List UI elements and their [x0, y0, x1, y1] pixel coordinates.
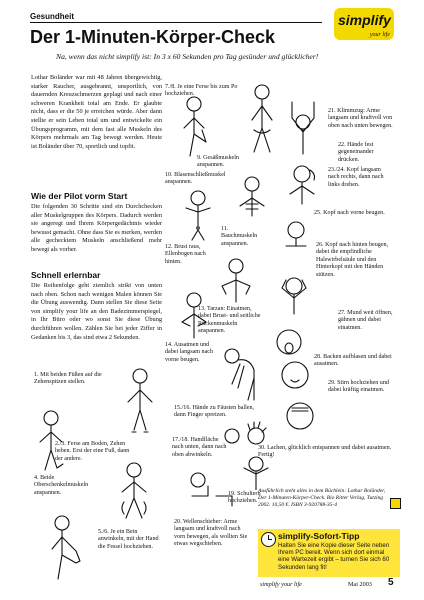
tip-box [258, 529, 400, 577]
intro-text: Lothar Boländer war mit 48 Jahren übergewichtig, starker Raucher, ausgebrannt, unsportlich, von dauernden Kreuzschmerzen geplagt und nach einer schweren Krankheit total am Ende. Er glaubte nicht, dass er die 50 je erreichen würde. Aber dann stellte er sein Leben total um und entwickelte ein Übungsprogramm, mit dem fast alle Muskeln des Körpers mehrmals am Tag bewegt werden. Heute ist Boländer über 70, sportlich und topfit. [31, 74, 162, 150]
clock-icon [261, 532, 276, 547]
step-11-text: 11. Bauchmuskeln anspannen. [221, 226, 258, 247]
figure-step-7 [172, 96, 220, 158]
figure-step-28 [276, 358, 314, 392]
figure-step-11 [232, 176, 272, 224]
figure-step-19 [234, 446, 278, 490]
figure-step-23 [280, 160, 324, 206]
step-17-text: 17./18. Handfläche nach unten, dann nach oben abwinkeln. [172, 437, 227, 458]
section-heading-learn: Schnell erlernbar [31, 270, 101, 280]
step-27-text: 27. Mund weit öffnen, gähnen und dabei einatmen. [338, 310, 393, 331]
step-30-text: 30. Lachen, glücklich entspannen und dabei ausatmen. Fertig! [258, 445, 392, 459]
step-20-text: 20. Wellenschieber: Arme langsam und kraftvoll nach vorn bewegen, als wollten Sie etwas wegschieben. [174, 519, 248, 548]
section-heading-pilot: Wie der Pilot vorm Start [31, 191, 128, 201]
step-23-text: 23./24. Kopf langsam nach rechts, dann nach links drehen. [328, 167, 384, 188]
logo-subline: your life [369, 32, 390, 38]
step-10-text: 10. Blasenschließmuskel anspannen. [165, 172, 226, 186]
step-9-text: 9. Gesäßmuskeln anspannen. [197, 155, 239, 169]
figure-step-1 [120, 368, 160, 438]
figure-step-5 [40, 515, 92, 585]
step-12-text: 12. Brust raus, Ellenbogen nach hinten. [165, 244, 206, 265]
page-title: Der 1-Minuten-Körper-Check [30, 27, 276, 47]
tip-title: simplify-Sofort-Tipp [278, 531, 360, 541]
tip-text: Halten Sie eine Kopie dieser Seite neben Ihrem PC bereit. Wenn sich dort einmal eine Wartezeit ergibt – turnen Sie sich 60 Sekunden lang fit! [278, 542, 390, 571]
figure-step-2 [34, 410, 68, 478]
figure-step-21 [280, 96, 326, 156]
footer-brand: simplify your life [260, 581, 302, 588]
subtitle-dek: Na, wenn das nicht simplify ist: In 3 x 60 Sekunden pro Tag gesünder und glücklicher! [56, 52, 319, 61]
figure-step-14 [220, 338, 268, 402]
figure-step-13 [176, 292, 212, 342]
figure-step-26 [272, 270, 316, 316]
figure-step-17 [188, 462, 236, 512]
step-7-text: 7./8. Je eine Ferse bis zum Po hochziehen. [165, 84, 238, 98]
step-21-text: 21. Klimmzug: Arme langsam und kraftvoll von oben nach unten bewegen. [328, 108, 393, 129]
section-rubric: Gesundheit [30, 12, 75, 21]
step-2-text: 2./3. Ferse am Boden, Zehen heben. Erst der eine Fuß, dann der andere. [55, 441, 130, 462]
figure-step-12 [212, 258, 260, 306]
book-reference: Ausführlich steht alles in dem Büchlein: Lothar Boländer, Der 1-Minuten-Körper-Check. Bio Ritter Verlag, Tutzing 2002. 10,50 €. ISBN 3-920788-35-4 [258, 488, 386, 508]
step-22-text: 22. Hände fest gegeneinander drücken. [338, 142, 374, 163]
footer-date: Mai 2003 [348, 581, 372, 588]
step-25-text: 25. Kopf nach vorne beugen. [314, 210, 385, 216]
figure-step-25 [274, 216, 314, 252]
figure-step-29 [280, 396, 320, 436]
page-number: 5 [388, 577, 394, 588]
step-14-text: 14. Ausatmen und dabei langsam nach vorne beugen. [165, 342, 214, 363]
figure-step-10 [176, 190, 220, 242]
step-26-text: 26. Kopf nach hinten beugen, dabei die empfindliche Halswirbelsäule und den Hinterkopf mit den Händen stützen. [316, 242, 389, 278]
step-4-text: 4. Beide Oberschenkelmuskeln anspannen. [34, 475, 89, 496]
step-1-text: 1. Mit beiden Füßen auf die Zehenspitzen stellen. [34, 372, 102, 386]
step-5-text: 5./6. Je ein Bein anwinkeln, mit der Hand die Fessel hochziehen. [98, 529, 159, 550]
book-sticker-icon [390, 498, 401, 509]
section-text-pilot: Die folgenden 30 Schritte sind ein Durchchecken aller Muskelgruppen des Körpers. Dadurch werden sie angeregt und Ihrem Körpergedächtnis wieder bewusst gemacht. Ohne dass Sie es merken, werden alle gechecktem Muskeln anschließend mehr bewegt als vorher. [31, 203, 162, 253]
step-15-text: 15./16. Hände zu Fäusten ballen, dann Finger spreizen. [174, 405, 255, 419]
step-19-text: 19. Schultern hochziehen. [228, 491, 261, 505]
section-text-learn: Die Reihenfolge geht ziemlich strikt von unten nach oben. Schon nach wenigen Malen können Sie die Übung auswendig. Dann stellen Sie diese Seite von simplify your life an den Badezimmerspiegel, in Ihr Büro oder wo sonst Sie diese Übung durchführen wollen. Zählen Sie bei jeder Ziffer in Gedanken bis 3, das sind etwa 2 Sekunden. [31, 282, 162, 341]
header-rule [30, 22, 322, 23]
step-13-text: 13. Tarzan: Einatmen, dabei Brust- und seitliche Rückenmuskeln anspannen. [198, 306, 261, 335]
step-28-text: 28. Backen aufblasen und dabei ausatmen. [314, 354, 392, 368]
figure-step-4 [110, 462, 158, 524]
step-29-text: 29. Stirn hochziehen und dabei kräftig einatmen. [328, 380, 389, 394]
logo-word: simplify [338, 12, 391, 28]
